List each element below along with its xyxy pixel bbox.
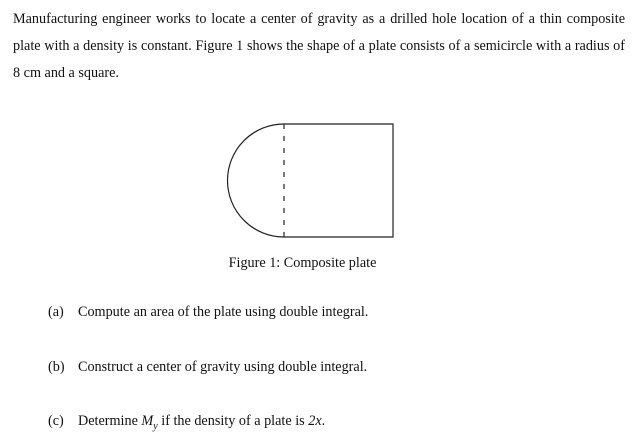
composite-plate-diagram <box>218 118 398 243</box>
density-expression: 2x <box>308 413 322 429</box>
moment-variable: M <box>141 413 154 429</box>
square-outline <box>284 124 393 237</box>
question-a-text: Compute an area of the plate using double integral. <box>78 304 369 320</box>
question-c-text-end: . <box>321 413 326 429</box>
question-a-label: (a) <box>48 304 64 320</box>
question-b <box>48 359 367 376</box>
semicircle-outline <box>228 124 285 237</box>
problem-intro: Manufacturing engineer works to locate a center of gravity as a drilled hole location of a thin composite plate with a density is constant. Figure 1 shows the shape of a plate consists of a semicircle with a radius of 8 cm and a square. <box>13 11 625 81</box>
question-c-text-after: if the density of a plate is <box>157 413 309 429</box>
question-b-label: (b) <box>48 359 65 375</box>
question-c <box>48 413 325 430</box>
question-b-text: Construct a center of gravity using double integral. <box>78 359 368 375</box>
question-c-text-before: Determine <box>78 413 138 429</box>
figure-caption: Figure 1: Composite plate <box>228 255 377 271</box>
figure-composite-plate <box>0 118 640 278</box>
moment-subscript: y <box>153 421 158 432</box>
question-c-label: (c) <box>48 413 64 429</box>
question-a <box>48 304 368 321</box>
